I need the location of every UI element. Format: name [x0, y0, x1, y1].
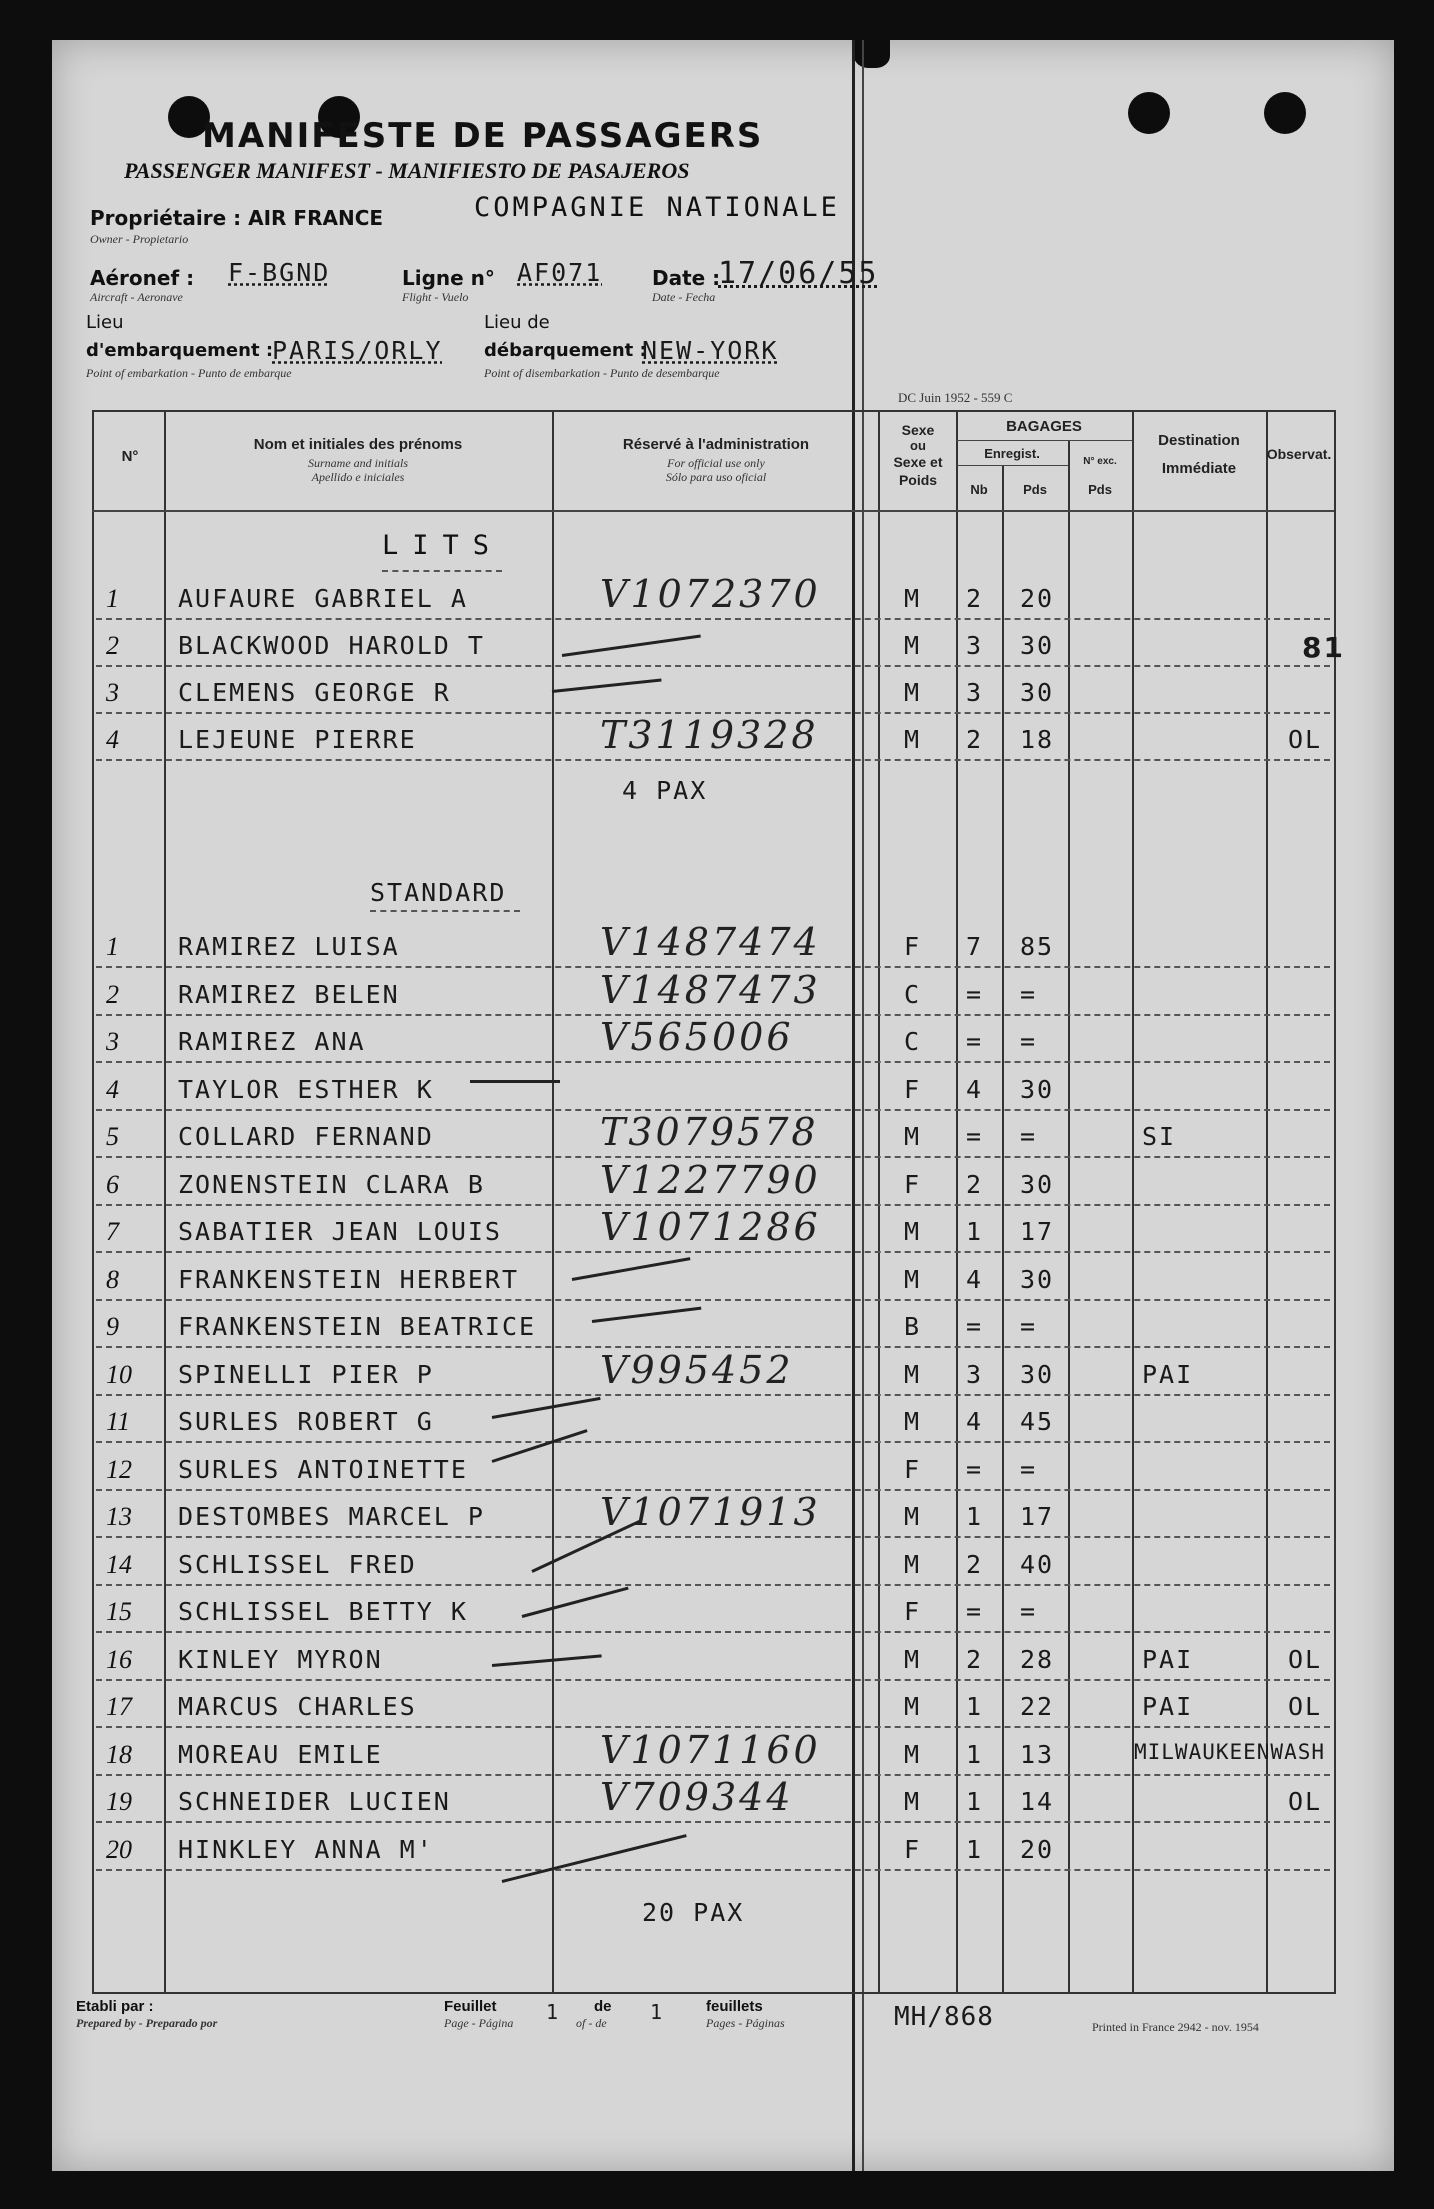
- embark-sub: Point of embarkation - Punto de embarque: [86, 366, 292, 380]
- paper-notch: [854, 38, 890, 68]
- lits-total: 4 PAX: [622, 776, 708, 805]
- sex-value: F: [904, 1169, 922, 1199]
- pages-label: feuillets: [706, 1998, 763, 2015]
- observation-value: OL: [1288, 1692, 1323, 1721]
- col-divider: [878, 410, 880, 1992]
- section-underline: [382, 570, 502, 572]
- section-underline: [370, 910, 520, 912]
- row-number: 13: [106, 1502, 132, 1531]
- row-number: 16: [106, 1644, 132, 1674]
- baggage-count: 4: [966, 1264, 984, 1294]
- col-name-header: Nom et initiales des prénoms: [253, 436, 463, 453]
- col-pds-header: Pds: [1023, 482, 1047, 497]
- row-number: 7: [106, 1217, 119, 1246]
- sex-value: M: [904, 1502, 922, 1531]
- sex-value: F: [904, 1834, 922, 1864]
- row-rule: [96, 1061, 1330, 1063]
- baggage-weight: =: [1020, 1122, 1038, 1151]
- flight-sub: Flight - Vuelo: [402, 290, 469, 304]
- row-number: 5: [106, 1122, 119, 1151]
- sheet-value: 1: [546, 2000, 561, 2024]
- baggage-weight: 28: [1020, 1644, 1055, 1674]
- disembark-label: Lieu de: [484, 312, 550, 333]
- row-number: 14: [106, 1549, 132, 1579]
- aircraft-sub: Aircraft - Aeronave: [90, 290, 183, 304]
- baggage-count: 1: [966, 1739, 984, 1769]
- baggage-count: =: [966, 979, 984, 1009]
- row-number: 10: [106, 1359, 132, 1389]
- flight-label: Ligne n°: [402, 266, 495, 290]
- col-excess-header: N° exc.: [1083, 456, 1117, 467]
- passenger-name: COLLARD FERNAND: [178, 1122, 434, 1151]
- col-name-header: Surname and initials: [307, 456, 408, 470]
- passenger-name: SCHNEIDER LUCIEN: [178, 1787, 451, 1816]
- passenger-name: RAMIREZ ANA: [178, 1027, 366, 1056]
- baggage-weight: 22: [1020, 1692, 1055, 1721]
- passenger-name: SURLES ROBERT G: [178, 1407, 434, 1436]
- col-sex-header: Poids: [898, 472, 938, 488]
- passenger-name: CLEMENS GEORGE R: [178, 678, 451, 707]
- sex-value: F: [904, 1454, 922, 1484]
- baggage-weight: =: [1020, 1027, 1038, 1056]
- baggage-weight: 40: [1020, 1549, 1055, 1579]
- disembark-sub: Point of disembarkation - Punto de desembarque: [484, 366, 720, 380]
- row-number: 19: [106, 1787, 132, 1816]
- date-sub: Date - Fecha: [652, 290, 716, 304]
- col-destination-header: Immédiate: [1161, 460, 1237, 477]
- row-number: 4: [106, 725, 119, 754]
- destination-value: PAI: [1142, 1359, 1194, 1389]
- baggage-weight: 13: [1020, 1739, 1055, 1769]
- passenger-name: FRANKENSTEIN HERBERT: [178, 1264, 520, 1294]
- prepared-sub: Prepared by - Preparado por: [76, 2016, 218, 2030]
- baggage-count: 1: [966, 1787, 984, 1816]
- sex-value: M: [904, 584, 922, 613]
- baggage-count: 1: [966, 1502, 984, 1531]
- col-admin-header: For official use only: [667, 456, 765, 470]
- row-rule: [96, 1394, 1330, 1396]
- baggage-count: =: [966, 1597, 984, 1626]
- passenger-name: SCHLISSEL BETTY K: [178, 1597, 468, 1626]
- page-subtitle: PASSENGER MANIFEST - MANIFIESTO DE PASAJEROS: [124, 158, 690, 183]
- row-number: 1: [106, 932, 119, 961]
- pages-sub: Pages - Páginas: [706, 2016, 785, 2030]
- sex-value: M: [904, 678, 922, 707]
- baggage-weight: 85: [1020, 932, 1055, 961]
- printed-note: Printed in France 2942 - nov. 1954: [1092, 2020, 1259, 2034]
- row-number: 6: [106, 1169, 119, 1199]
- embark-label: Lieu: [86, 312, 124, 333]
- passenger-name: RAMIREZ BELEN: [178, 979, 400, 1009]
- document-number: T3119328: [600, 713, 819, 757]
- sex-value: M: [904, 1549, 922, 1579]
- baggage-count: =: [966, 1122, 984, 1151]
- row-rule: [96, 618, 1330, 620]
- col-nb-header: Nb: [970, 482, 988, 497]
- col-sex-header: Sexe: [901, 422, 935, 438]
- row-number: 1: [106, 584, 119, 613]
- observation-value: OL: [1288, 1787, 1323, 1816]
- col-baggage-header: BAGAGES: [1006, 418, 1082, 435]
- passenger-name: ZONENSTEIN CLARA B: [178, 1169, 485, 1199]
- row-rule: [96, 665, 1330, 667]
- baggage-count: 1: [966, 1692, 984, 1721]
- col-divider: [1068, 440, 1070, 1992]
- document-number: V709344: [600, 1775, 794, 1819]
- sheet-label: Feuillet: [444, 1998, 497, 2015]
- baggage-count: 2: [966, 1549, 984, 1579]
- col-divider: [956, 410, 958, 1992]
- document-number: V1071913: [600, 1490, 821, 1534]
- baggage-weight: 30: [1020, 1074, 1055, 1104]
- col-admin-header: Réservé à l'administration: [622, 436, 810, 453]
- section-standard: STANDARD: [370, 878, 507, 907]
- row-rule: [96, 759, 1330, 761]
- aircraft-label: Aéronef :: [90, 266, 195, 290]
- baggage-weight: 30: [1020, 631, 1055, 660]
- sex-value: M: [904, 1407, 922, 1436]
- document-number: V565006: [600, 1015, 794, 1059]
- punch-hole: [1128, 92, 1170, 134]
- form-code: DC Juin 1952 - 559 C: [898, 390, 1013, 405]
- aircraft-value: F-BGND: [228, 258, 331, 287]
- baggage-count: 2: [966, 725, 984, 754]
- row-rule: [96, 1869, 1330, 1871]
- baggage-weight: 17: [1020, 1217, 1055, 1246]
- destination-value: SI: [1142, 1122, 1177, 1151]
- sex-value: M: [904, 1644, 922, 1674]
- header-divider: [92, 510, 1334, 512]
- standard-total: 20 PAX: [642, 1898, 745, 1927]
- sex-value: F: [904, 932, 922, 961]
- baggage-weight: 20: [1020, 584, 1055, 613]
- col-excess-pds-header: Pds: [1088, 482, 1112, 497]
- col-divider: [1002, 465, 1004, 1992]
- baggage-weight: 14: [1020, 1787, 1055, 1816]
- header-divider: [956, 440, 1132, 441]
- baggage-count: 2: [966, 584, 984, 613]
- sex-value: F: [904, 1597, 922, 1626]
- baggage-count: 3: [966, 631, 984, 660]
- row-number: 9: [106, 1312, 119, 1341]
- passenger-name: FRANKENSTEIN BEATRICE: [178, 1312, 537, 1341]
- sex-value: F: [904, 1074, 922, 1104]
- baggage-count: 2: [966, 1169, 984, 1199]
- owner-label: Propriétaire : AIR FRANCE: [90, 206, 384, 230]
- row-rule: [96, 1536, 1330, 1538]
- passenger-name: MOREAU EMILE: [178, 1739, 383, 1769]
- of-label: de: [594, 1998, 612, 2015]
- sex-value: M: [904, 1787, 922, 1816]
- row-number: 3: [106, 1027, 119, 1056]
- row-number: 18: [106, 1739, 132, 1769]
- row-rule: [96, 1441, 1330, 1443]
- disembark-label: débarquement :: [484, 340, 647, 361]
- baggage-count: =: [966, 1454, 984, 1484]
- passenger-name: SURLES ANTOINETTE: [178, 1454, 468, 1484]
- disembark-value: NEW-YORK: [642, 336, 779, 365]
- row-number: 3: [106, 678, 119, 707]
- row-number: 15: [106, 1597, 132, 1626]
- document-number: V1227790: [600, 1157, 821, 1202]
- flight-value: AF071: [517, 258, 603, 287]
- of-sub: of - de: [576, 2016, 607, 2030]
- col-sex-header: Sexe et: [893, 454, 943, 470]
- sex-value: M: [904, 1739, 922, 1769]
- page-sub: Page - Página: [444, 2016, 514, 2030]
- passenger-name: SPINELLI PIER P: [178, 1359, 434, 1389]
- passenger-name: AUFAURE GABRIEL A: [178, 584, 468, 613]
- document-number: V1487474: [600, 920, 821, 964]
- of-value: 1: [650, 2000, 665, 2024]
- observation-value: OL: [1288, 725, 1323, 754]
- baggage-weight: 20: [1020, 1834, 1055, 1864]
- sex-value: M: [904, 1359, 922, 1389]
- sex-value: M: [904, 631, 922, 660]
- row-number: 2: [106, 979, 119, 1009]
- owner-sub: Owner - Propietario: [90, 232, 189, 246]
- row-number: 2: [106, 631, 119, 660]
- row-number: 11: [106, 1407, 131, 1436]
- sex-value: C: [904, 979, 922, 1009]
- baggage-count: =: [966, 1312, 984, 1341]
- passenger-name: TAYLOR ESTHER K: [178, 1074, 434, 1104]
- col-name-header: Apellido e iniciales: [311, 470, 405, 484]
- baggage-weight: 45: [1020, 1407, 1055, 1436]
- passenger-name: LEJEUNE PIERRE: [178, 725, 417, 754]
- row-rule: [96, 1821, 1330, 1823]
- sex-value: M: [904, 725, 922, 754]
- row-rule: [96, 1299, 1330, 1301]
- col-divider: [552, 410, 554, 1992]
- baggage-weight: =: [1020, 1454, 1038, 1484]
- col-no-header: N°: [121, 448, 139, 465]
- reference-stamp: MH/868: [894, 2002, 994, 2032]
- destination-value: PAI: [1142, 1644, 1194, 1674]
- document-number: V995452: [600, 1347, 794, 1392]
- page-title: MANIFESTE DE PASSAGERS: [202, 116, 764, 156]
- baggage-count: 3: [966, 1359, 984, 1389]
- document-number: V1072370: [600, 572, 821, 616]
- row-rule: [96, 1679, 1330, 1681]
- date-label: Date :: [652, 266, 721, 290]
- baggage-weight: 30: [1020, 678, 1055, 707]
- punch-hole: [1264, 92, 1306, 134]
- col-sex-header: ou: [910, 438, 926, 453]
- header-divider: [956, 465, 1068, 466]
- passenger-name: KINLEY MYRON: [178, 1644, 383, 1674]
- baggage-count: =: [966, 1027, 984, 1056]
- passenger-name: MARCUS CHARLES: [178, 1692, 417, 1721]
- baggage-count: 1: [966, 1834, 984, 1864]
- baggage-weight: 30: [1020, 1169, 1055, 1199]
- observation-value: 81: [1302, 631, 1345, 664]
- col-destination-header: Destination: [1158, 432, 1240, 449]
- passenger-name: RAMIREZ LUISA: [178, 932, 400, 961]
- row-rule: [96, 1251, 1330, 1253]
- owner-value: COMPAGNIE NATIONALE: [474, 192, 840, 223]
- sex-value: C: [904, 1027, 922, 1056]
- sex-value: B: [904, 1312, 922, 1341]
- manifest-sheet: [52, 40, 1394, 2171]
- baggage-weight: 30: [1020, 1359, 1055, 1389]
- passenger-name: HINKLEY ANNA M': [178, 1834, 434, 1864]
- embark-value: PARIS/ORLY: [272, 336, 443, 365]
- baggage-count: 3: [966, 678, 984, 707]
- baggage-weight: =: [1020, 1312, 1038, 1341]
- col-admin-header: Sólo para uso oficial: [665, 470, 767, 484]
- baggage-count: 1: [966, 1217, 984, 1246]
- observation-value: OL: [1288, 1644, 1323, 1674]
- row-number: 17: [106, 1692, 132, 1721]
- row-number: 8: [106, 1264, 119, 1294]
- ink-stroke: [470, 1080, 560, 1083]
- baggage-count: 2: [966, 1644, 984, 1674]
- sex-value: M: [904, 1122, 922, 1151]
- document-number: V1071286: [600, 1205, 821, 1249]
- col-registered-header: Enregist.: [984, 446, 1040, 461]
- baggage-count: 4: [966, 1407, 984, 1436]
- sex-value: M: [904, 1217, 922, 1246]
- passenger-name: BLACKWOOD HAROLD T: [178, 631, 485, 660]
- col-observ-header: Observat.: [1266, 446, 1332, 462]
- embark-label: d'embarquement :: [86, 340, 274, 361]
- document-number: V1071160: [600, 1727, 821, 1772]
- sex-value: M: [904, 1692, 922, 1721]
- baggage-weight: =: [1020, 979, 1038, 1009]
- date-value: 17/06/55: [718, 256, 879, 291]
- document-number: T3079578: [600, 1110, 819, 1154]
- baggage-weight: 18: [1020, 725, 1055, 754]
- passenger-name: SCHLISSEL FRED: [178, 1549, 417, 1579]
- passenger-name: DESTOMBES MARCEL P: [178, 1502, 485, 1531]
- sex-value: M: [904, 1264, 922, 1294]
- col-divider: [164, 410, 166, 1992]
- row-rule: [96, 1631, 1330, 1633]
- baggage-weight: 17: [1020, 1502, 1055, 1531]
- destination-value: MILWAUKEENWASH: [1134, 1739, 1326, 1764]
- destination-value: PAI: [1142, 1692, 1194, 1721]
- baggage-count: 4: [966, 1074, 984, 1104]
- baggage-weight: 30: [1020, 1264, 1055, 1294]
- row-number: 4: [106, 1074, 119, 1104]
- section-lits: LITS: [382, 530, 504, 561]
- passenger-name: SABATIER JEAN LOUIS: [178, 1217, 502, 1246]
- document-number: V1487473: [600, 967, 821, 1012]
- row-rule: [96, 1584, 1330, 1586]
- baggage-weight: =: [1020, 1597, 1038, 1626]
- row-number: 20: [106, 1834, 132, 1864]
- prepared-label: Etabli par :: [76, 1998, 154, 2015]
- baggage-count: 7: [966, 932, 984, 961]
- row-number: 12: [106, 1454, 132, 1484]
